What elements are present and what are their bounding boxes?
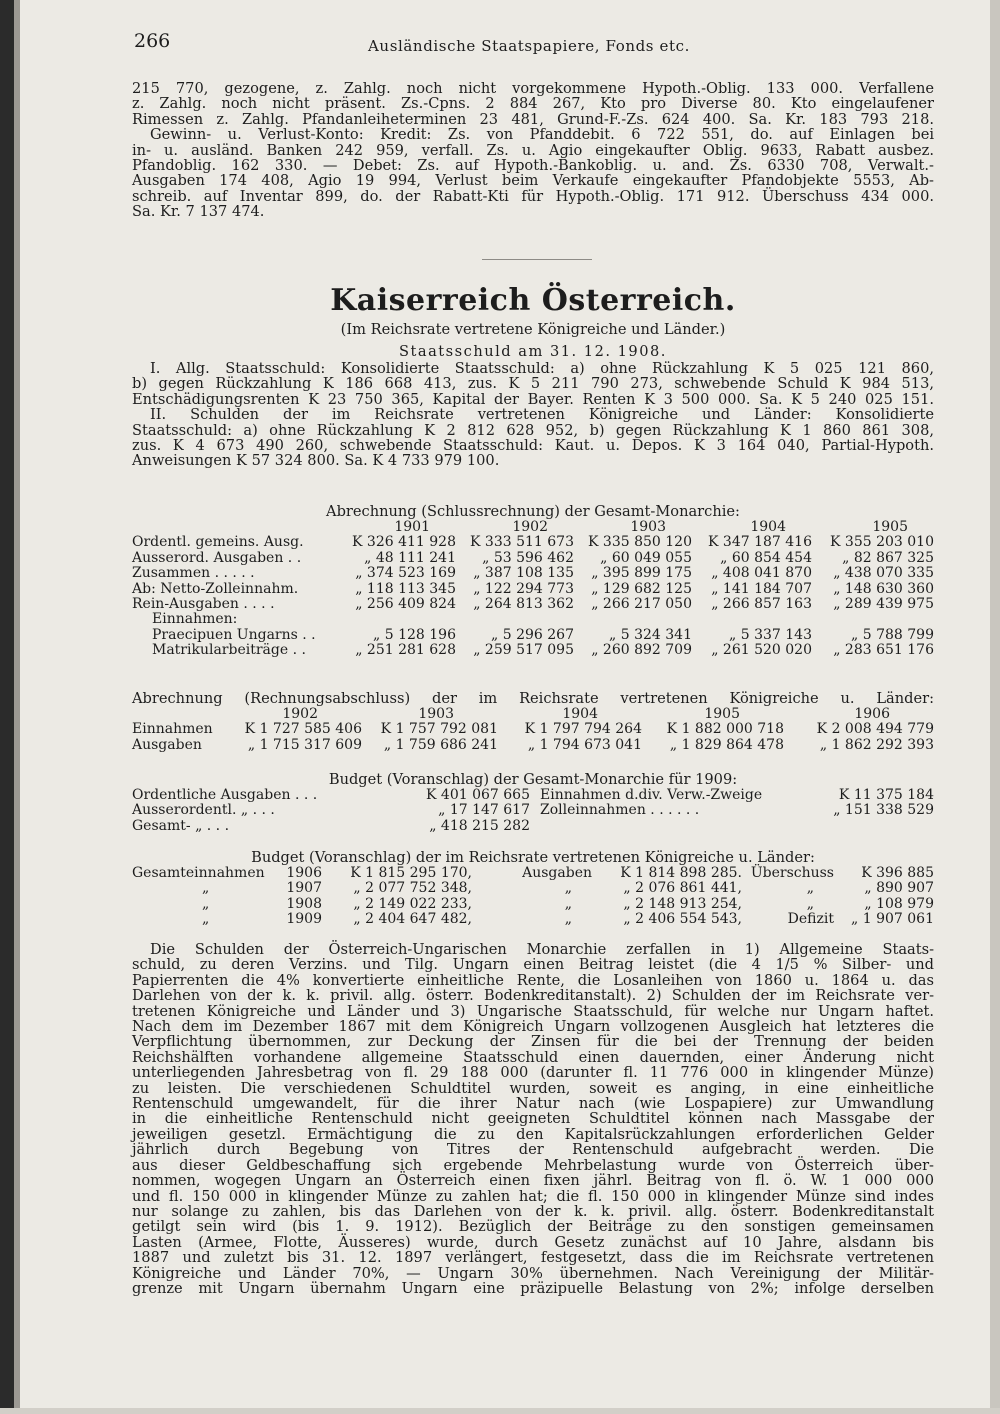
year-cell: 1902 (282, 706, 318, 722)
table4-heading: Budget (Voranschlag) der im Reichsrate vertretenen Königreiche u. Länder: (251, 849, 815, 866)
text-line: Papierrenten die 4% konvertierte einheitliche Rente, die Losanleihen von 1860 u. 1864 u. das (132, 971, 934, 989)
text-line: aus dieser Geldbeschaffung sich ergebende Mehrbelastung wurde von Österreich über- (132, 1156, 934, 1174)
row-label: Gesamt- „ . . . (132, 817, 230, 834)
row-label: „ (564, 895, 572, 912)
table-row (132, 628, 934, 643)
text-line: Nach dem im Dezember 1867 mit dem Königreich Ungarn vollzogenen Ausgleich hat letzteres die (132, 1018, 934, 1036)
value-cell: „ 260 892 709 (591, 642, 692, 659)
value-cell: „ 264 813 362 (473, 596, 574, 613)
text-line: in die einheitliche Rentenschuld nicht geeigneten Schuldtitel können nach Massgabe der (132, 1110, 934, 1128)
text-line: II. Schulden der im Reichsrate vertretenen Königreiche und Länder: Konsolidierte (150, 406, 934, 424)
text-line: schuld, zu deren Verzins. und Tilg. Ungarn einen Beitrag leistet (die 4 1/5 % Silber- und (132, 956, 934, 974)
value-cell: „ 2 404 647 482, (353, 911, 472, 928)
section-subtitle: (Im Reichsrate vertretene Königreiche und Länder.) (340, 321, 726, 338)
text-line: Lasten (Armee, Flotte, Äusseres) wurde, durch Gesetz zunächst auf 10 Jahre, alsdann bis (132, 1233, 934, 1251)
value-cell: K 2 008 494 779 (816, 721, 934, 738)
row-label: „ (806, 880, 814, 897)
value-cell: „ 5 337 143 (729, 626, 812, 643)
value-cell: „ 387 108 135 (473, 565, 574, 582)
year-cell: 1905 (704, 706, 740, 722)
text-line: 215 770, gezogene, z. Zahlg. noch nicht vorgekommene Hypoth.-Oblig. 133 000. Verfallene (132, 80, 934, 97)
value-cell: „ 82 867 325 (842, 549, 934, 566)
value-cell: „ 2 077 752 348, (353, 880, 472, 897)
value-cell: „ 259 517 095 (473, 642, 574, 659)
value-cell: „ 108 979 (864, 895, 934, 912)
value-cell: K 335 850 120 (588, 534, 692, 551)
value-cell: „ 118 113 345 (355, 580, 456, 597)
page-number: 266 (134, 30, 171, 52)
value-cell: K 326 411 928 (352, 534, 456, 551)
page-edge-right (990, 0, 1000, 1414)
text-line: Verpflichtung übernommen, zur Deckung der Zinsen für die bei der Trennung der beiden (132, 1033, 934, 1051)
text-line: Die Schulden der Österreich-Ungarischen Monarchie zerfallen in 1) Allgemeine Staats- (150, 941, 934, 958)
value-cell: „ 151 338 529 (833, 802, 934, 819)
row-label: Einnahmen d.div. Verw.-Zweige (540, 787, 763, 803)
debt-heading: Staatsschuld am 31. 12. 1908. (399, 343, 667, 360)
value-cell: „ 17 147 617 (438, 802, 530, 819)
text-line: in- u. ausländ. Banken 242 959, verfall. Zs. u. Agio eingekaufter Oblig. 9633, Rabatt ausbez. (132, 141, 934, 159)
text-line: nur solange zu zahlen, bis das Darlehen von der k. k. privil. allg. österr. Bodenkreditanstalt (132, 1202, 934, 1220)
year-cell: 1908 (286, 895, 322, 912)
year-cell: 1906 (286, 865, 322, 881)
value-cell: „ 148 630 360 (833, 580, 934, 597)
row-label: Ab: Netto-Zolleinnahm. (132, 580, 299, 597)
year-cell: 1906 (854, 706, 890, 722)
value-cell: „ 141 184 707 (711, 580, 812, 597)
value-cell: „ 5 296 267 (491, 626, 574, 643)
previous-section (132, 81, 934, 220)
value-cell: „ 53 596 462 (482, 549, 574, 566)
value-cell: K 333 511 673 (470, 534, 574, 551)
section-separator (482, 259, 592, 260)
value-cell: „ 60 854 454 (720, 549, 812, 566)
value-cell: K 347 187 416 (708, 534, 812, 551)
value-cell: K 1 814 898 285. (620, 865, 742, 881)
value-cell: „ 256 409 824 (355, 596, 456, 613)
debt-paragraph (132, 361, 934, 469)
text-line: 1887 und zuletzt bis 31. 12. 1897 verlängert, festgesetzt, dass die im Reichsrate vertretenen (132, 1249, 934, 1267)
table3-heading: Budget (Voranschlag) der Gesamt-Monarchie für 1909: (328, 771, 738, 788)
text-line: Anweisungen K 57 324 800. Sa. K 4 733 979 100. (132, 452, 500, 470)
value-cell: „ 289 439 975 (833, 596, 934, 613)
year-cell: 1907 (286, 880, 322, 897)
row-label: „ (564, 911, 572, 928)
value-cell: „ 251 281 628 (355, 642, 456, 659)
value-cell: „ 5 324 341 (609, 626, 692, 643)
table-budget-reichsrat (132, 866, 934, 928)
table-row (132, 788, 934, 803)
text-line: nommen, wogegen Ungarn an Österreich einen fixen jährl. Beitrag von fl. ö. W. 1 000 000 (132, 1172, 934, 1190)
row-label: Ausgaben (522, 865, 592, 881)
value-cell: K 396 885 (861, 865, 934, 881)
binding-shadow (0, 0, 14, 1414)
value-cell: „ 1 794 673 041 (527, 736, 642, 753)
text-line: Ausgaben 174 408, Agio 19 994, Verlust beim Verkaufe eingekaufter Pfandobjekte 5553, Ab- (132, 172, 934, 190)
value-cell: K 1 815 295 170, (350, 865, 472, 881)
table-row (132, 722, 934, 737)
value-cell: „ 374 523 169 (355, 565, 456, 582)
value-cell: K 401 067 665 (426, 787, 530, 803)
text-line: Gewinn- u. Verlust-Konto: Kredit: Zs. von Pfanddebit. 6 722 551, do. auf Einlagen bei (150, 126, 934, 144)
value-cell: „ 261 520 020 (711, 642, 812, 659)
value-cell: „ 1 759 686 241 (383, 736, 498, 753)
year-cell: 1909 (286, 911, 322, 928)
year-cell: 1904 (750, 519, 786, 535)
table-row (132, 612, 934, 627)
year-cell: 1903 (418, 706, 454, 722)
value-cell: „ 60 049 055 (600, 549, 692, 566)
row-label: Praecipuen Ungarns . . (152, 626, 316, 643)
value-cell: „ 48 111 241 (364, 549, 456, 566)
text-line: Darlehen von der k. k. privil. allg. österr. Bodenkreditanstalt). 2) Schulden der im Reichsrate ver- (132, 987, 934, 1005)
binding-edge (14, 0, 20, 1414)
value-cell: „ 1 829 864 478 (669, 736, 784, 753)
table-row (132, 803, 934, 818)
value-cell: „ 1 862 292 393 (819, 736, 934, 753)
row-label: Rein-Ausgaben . . . . (132, 596, 275, 613)
table-row (132, 819, 934, 834)
value-cell: „ 890 907 (864, 880, 934, 897)
row-label: „ (564, 880, 572, 897)
table-row (132, 566, 934, 581)
value-cell: „ 266 217 050 (591, 596, 692, 613)
row-label: Ordentl. gemeins. Ausg. (132, 534, 304, 551)
text-line: tretenen Königreiche und Länder und 3) Ungarische Staatsschuld, für welche nur Ungarn haftet. (132, 1002, 934, 1020)
row-label: Überschuss (750, 865, 834, 881)
table-row (132, 738, 934, 753)
text-line: b) gegen Rückzahlung K 186 668 413, zus. K 5 211 790 273, schwebende Schuld K 984 513, (132, 375, 934, 393)
section-title: Kaiserreich Österreich. (330, 283, 736, 318)
text-line: Reichshälften vorhandene allgemeine Staatsschuld einen dauernden, einer Änderung nicht (132, 1048, 934, 1066)
text-line: zu leisten. Die verschiedenen Schuldtitel wurden, soweit es anging, in eine einheitliche (132, 1079, 934, 1097)
value-cell: „ 438 070 335 (833, 565, 934, 582)
table-row (132, 535, 934, 550)
table-header-row (132, 707, 934, 722)
value-cell: „ 395 899 175 (591, 565, 692, 582)
table-header-row (132, 520, 934, 535)
value-cell: K 355 203 010 (830, 534, 934, 551)
text-line: jährlich durch Begebung von Titres der Rentenschuld aufgebracht werden. Die (132, 1141, 934, 1159)
value-cell: K 1 757 792 081 (380, 721, 498, 738)
value-cell: K 11 375 184 (838, 787, 934, 803)
row-label: Defizit (787, 911, 834, 928)
page-edge-bottom (0, 1408, 1000, 1414)
table-row (132, 912, 934, 927)
year-cell: 1901 (394, 519, 430, 535)
year-cell: 1904 (562, 706, 598, 722)
table-row (132, 881, 934, 896)
table-row (132, 897, 934, 912)
row-label: Gesamteinnahmen (132, 865, 265, 881)
final-paragraph (132, 942, 934, 1296)
value-cell: K 1 882 000 718 (666, 721, 784, 738)
table-row (132, 582, 934, 597)
table-row (132, 866, 934, 881)
row-label: Einnahmen (132, 721, 213, 738)
row-label: Ausgaben (132, 736, 202, 753)
table-budget-gesamt-monarchie (132, 788, 934, 834)
row-label: Ausserordentl. „ . . . (132, 802, 275, 819)
value-cell: „ 283 651 176 (833, 642, 934, 659)
row-label: Zolleinnahmen . . . . . . (540, 802, 700, 819)
text-line: Rentenschuld umgewandelt, für die ihrer Natur nach (wie Lospapiere) zur Umwandlung (132, 1095, 934, 1113)
text-line: zus. K 4 673 490 260, schwebende Staatsschuld: Kaut. u. Depos. K 3 164 040, Partial-Hypoth. (132, 437, 934, 455)
value-cell: „ 2 148 913 254, (623, 895, 742, 912)
row-label: Matrikularbeiträge . . (152, 642, 306, 659)
text-line: unterliegenden Jahresbetrag von fl. 29 188 000 (darunter fl. 11 776 000 in klingender Münze) (132, 1064, 934, 1082)
text-line: I. Allg. Staatsschuld: Konsolidierte Staatsschuld: a) ohne Rückzahlung K 5 025 121 860, (150, 360, 934, 377)
value-cell: „ 2 149 022 233, (353, 895, 472, 912)
text-line: Staatsschuld: a) ohne Rückzahlung K 2 812 628 952, b) gegen Rückzahlung K 1 860 861 308, (132, 421, 934, 439)
value-cell: K 1 797 794 264 (524, 721, 642, 738)
table-row (132, 551, 934, 566)
running-title: Ausländische Staatspapiere, Fonds etc. (368, 37, 690, 55)
table-row (132, 597, 934, 612)
year-cell: 1905 (872, 519, 908, 535)
text-line: Entschädigungsrenten K 23 750 365, Kapital der Bayer. Renten K 3 500 000. Sa. K 5 240 025 151. (132, 390, 934, 408)
text-line: Rimessen z. Zahlg. Pfandanleiheterminen 23 481, Grund-F.-Zs. 624 400. Sa. Kr. 183 793 218. (132, 110, 934, 128)
value-cell: K 1 727 585 406 (244, 721, 362, 738)
row-label: „ (806, 895, 814, 912)
value-cell: „ 1 715 317 609 (247, 736, 362, 753)
value-cell: „ 122 294 773 (473, 580, 574, 597)
value-cell: „ 129 682 125 (591, 580, 692, 597)
table-row (132, 643, 934, 658)
value-cell: „ 5 128 196 (373, 626, 456, 643)
row-label: „ (202, 880, 210, 897)
text-line: getilgt sein wird (bis 1. 9. 1912). Bezüglich der Beiträge zu den sonstigen gemeinsamen (132, 1218, 934, 1236)
year-cell: 1902 (512, 519, 548, 535)
value-cell: „ 5 788 799 (851, 626, 934, 643)
row-label: „ (202, 911, 210, 928)
value-cell: „ 1 907 061 (851, 911, 934, 928)
row-label: „ (202, 895, 210, 912)
text-line: z. Zahlg. noch nicht präsent. Zs.-Cpns. 2 884 267, Kto pro Diverse 80. Kto eingelaufener (132, 95, 934, 113)
row-label: Ordentliche Ausgaben . . . (132, 787, 318, 803)
table1-heading: Abrechnung (Schlussrechnung) der Gesamt-Monarchie: (326, 503, 740, 520)
year-cell: 1903 (630, 519, 666, 535)
text-line: jeweiligen gesetzl. Ermächtigung die zu den Kapitalsrückzahlungen erforderlichen Gelder (132, 1125, 934, 1143)
value-cell: „ 408 041 870 (711, 565, 812, 582)
text-line: Sa. Kr. 7 137 474. (132, 203, 265, 221)
value-cell: „ 266 857 163 (711, 596, 812, 613)
value-cell: „ 418 215 282 (429, 817, 530, 834)
text-line: und fl. 150 000 in klingender Münze zu zahlen hat; die fl. 150 000 in klingender Münze sind indes (132, 1187, 934, 1205)
row-label: Ausserord. Ausgaben . . (132, 549, 302, 566)
text-line: Pfandoblig. 162 330. — Debet: Zs. auf Hypoth.-Bankoblig. u. and. Zs. 6330 708, Verwalt.- (132, 157, 934, 175)
value-cell: „ 2 076 861 441, (623, 880, 742, 897)
table-gesamt-monarchie (132, 520, 934, 659)
text-line: schreib. auf Inventar 899, do. der Rabatt-Kti für Hypoth.-Oblig. 171 912. Überschuss 434 000. (132, 187, 934, 205)
text-line: Königreiche und Länder 70%, — Ungarn 30% übernehmen. Nach Vereinigung der Militär- (132, 1264, 934, 1282)
row-label: Einnahmen: (152, 611, 238, 628)
row-label: Zusammen . . . . . (132, 565, 255, 582)
text-line: grenze mit Ungarn übernahm Ungarn eine präzipuelle Belastung von 2%; infolge derselben (132, 1279, 934, 1297)
value-cell: „ 2 406 554 543, (623, 911, 742, 928)
table2-heading: Abrechnung (Rechnungsabschluss) der im Reichsrate vertretenen Königreiche u. Länder: (132, 690, 934, 707)
table-reichsrat (132, 707, 934, 753)
